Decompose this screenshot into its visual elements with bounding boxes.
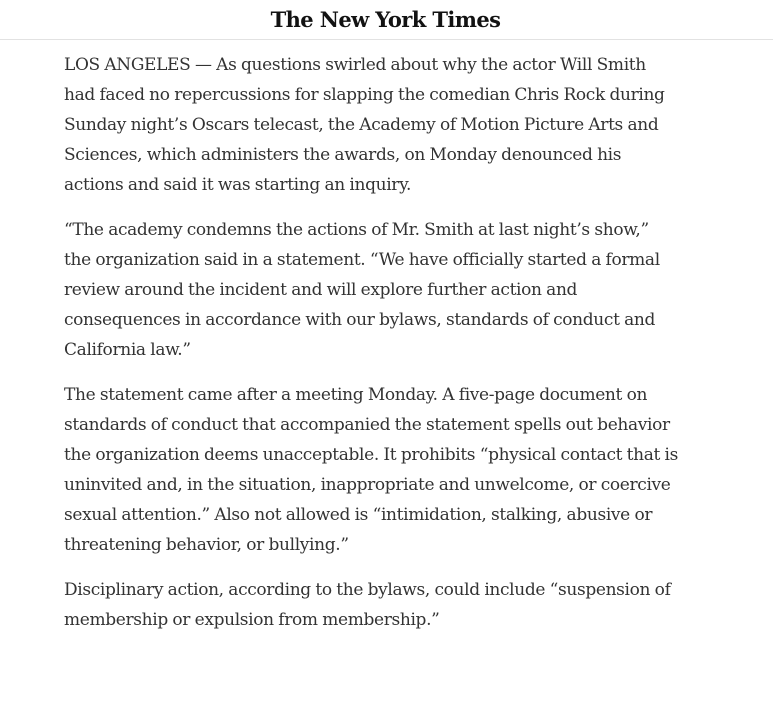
article-paragraph: The statement came after a meeting Monday. A five-page document on standards of conduct that accompanied the statement spells out behavior the organization deems unacceptable. It prohibits “physical contact that is uninvited and, in the situation, inappropriate and unwelcome, or coercive sexual attention.” Also not allowed is “intimidation, stalking, abusive or threatening behavior, or bullying.” bbox=[64, 385, 679, 555]
article-body bbox=[64, 50, 679, 650]
article-paragraph: LOS ANGELES — As questions swirled about why the actor Will Smith had faced no repercussions for slapping the comedian Chris Rock during Sunday night’s Oscars telecast, the Academy of Motion Picture Arts and Sciences, which administers the awards, on Monday denounced his actions and said it was starting an inquiry. bbox=[64, 55, 665, 195]
nyt-logo[interactable]: The New York Times bbox=[270, 6, 501, 32]
article-paragraph: “The academy condemns the actions of Mr. Smith at last night’s show,” the organization said in a statement. “We have officially started a formal review around the incident and will explore further action and consequences in accordance with our bylaws, standards of conduct and California law.” bbox=[64, 220, 660, 360]
masthead bbox=[0, 0, 773, 40]
article-paragraph: Disciplinary action, according to the bylaws, could include “suspension of membership or expulsion from membership.” bbox=[64, 580, 671, 630]
